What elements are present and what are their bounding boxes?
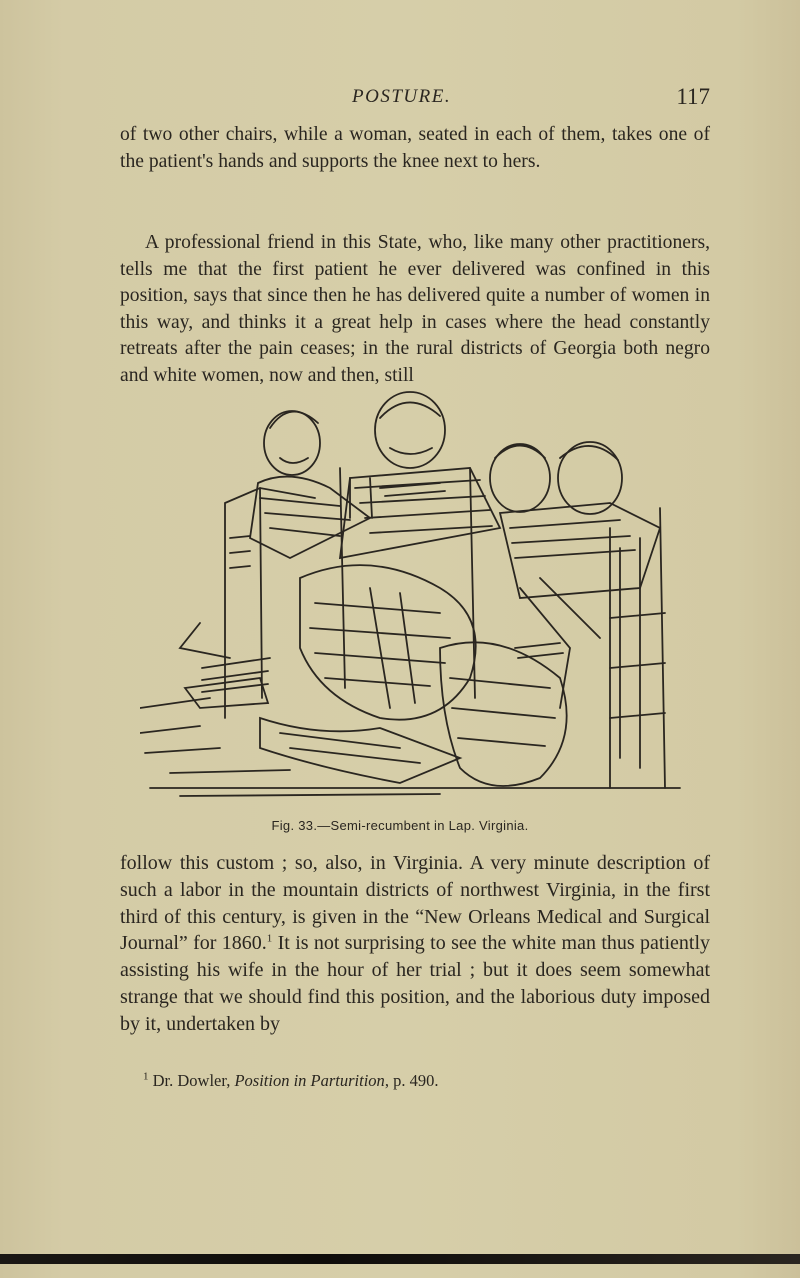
engraving-semi-recumbent-in-lap [140,388,700,808]
figure-caption: Fig. 33.—Semi-recumbent in Lap. Virginia. [271,818,529,833]
footnote-title: Position in Parturition [234,1071,385,1090]
paragraph-1: of two other chairs, while a woman, seated in each of them, takes one of the patient's hands and supports the knee next to hers. [120,124,710,172]
footnote [143,1071,713,1091]
running-head: POSTURE. [352,86,452,107]
figure-illustration [140,388,700,808]
footnote-marker: 1 [143,1070,149,1083]
paragraph-2: A professional friend in this State, who, like many other practitioners, tells me that the first patient he ever delivered was confined in this position, says that since then he has delivered quite a number of women in this way, and thinks it a great help in cases where the head constantly retreats after the pain ceases; in the rural districts of Georgia both negro and white women, now and then, still [120,232,710,386]
page-header [120,78,710,118]
page-edge-shadow [0,1254,800,1264]
page-number: 117 [676,84,710,109]
footnote-text-b: , p. 490. [384,1071,439,1090]
paragraph-3-text-a: follow this custom ; so, also, in Virginia. A very minute description of such a labor in the mountain districts of northwest Virginia, in the first third of this century, is given in the “New Orleans Medical and Surgical Journal” for 1860. [120,852,710,955]
footnote-text-a: Dr. Dowler, [152,1071,235,1090]
paragraph-3 [120,850,710,1038]
footnote-reference[interactable]: 1 [266,932,273,945]
paragraph-3-text-b: It is not surprising to see the white man thus patiently assisting his wife in the hour of her trial ; but it does seem somewhat strange that we should find this position, and the laborious duty imposed by it, undertaken by [120,932,710,1035]
